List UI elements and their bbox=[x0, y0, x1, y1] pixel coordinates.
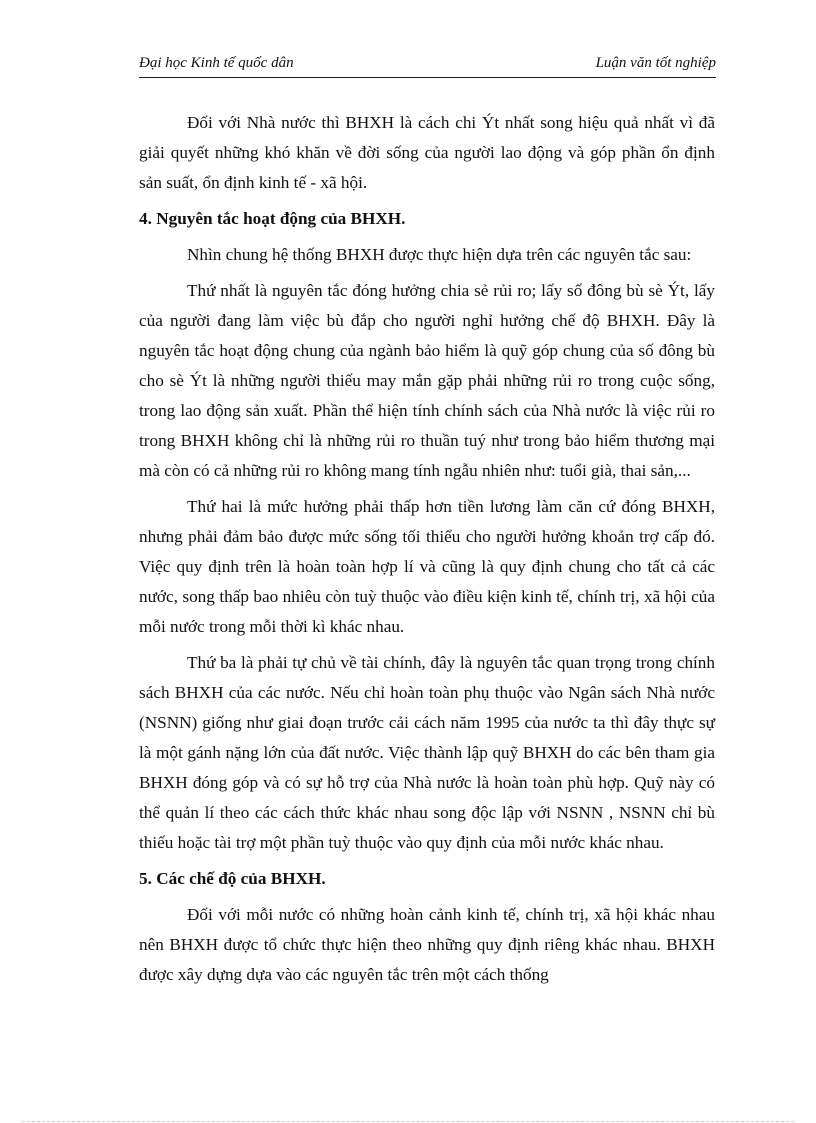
paragraph-principle-three: Thứ ba là phải tự chủ về tài chính, đây là nguyên tắc quan trọng trong chính sách BHXH của các nước. Nếu chỉ hoàn toàn phụ thuộc vào Ngân sách Nhà nước (NSNN) giống như giai đoạn trước cải cách năm 1995 của nước ta thì đây thực sự là một gánh nặng lớn của đất nước. Việc thành lập quỹ BHXH do các bên tham gia BHXH đóng góp và có sự hỗ trợ của Nhà nước là hoàn toàn phù hợp. Quỹ này có thể quản lí theo các cách thức khác nhau song độc lập với NSNN , NSNN chỉ bù thiếu hoặc tài trợ một phần tuỳ thuộc vào quy định của mỗi nước khác nhau. bbox=[139, 653, 715, 852]
page-header bbox=[139, 53, 716, 78]
document-body bbox=[139, 108, 715, 996]
paragraph-principle-one: Thứ nhất là nguyên tắc đóng hưởng chia sẻ rủi ro; lấy số đông bù sè Ýt, lấy của người đang làm việc bù đắp cho người nghỉ hưởng chế độ BHXH. Đây là nguyên tắc hoạt động chung của ngành bảo hiểm là quỹ góp chung của số đông bù cho sè Ýt là những người thiếu may mắn gặp phải những rủi ro trong cuộc sống, trong lao động sản xuất. Phần thể hiện tính chính sách của Nhà nước là việc rủi ro trong BHXH không chỉ là những rủi ro thuần tuý như trong bảo hiểm thương mại mà còn có cả những rủi ro không mang tính ngẫu nhiên như: tuổi già, thai sản,... bbox=[139, 281, 715, 480]
page-bottom-divider bbox=[22, 1121, 794, 1122]
section-heading-regimes: 5. Các chế độ của BHXH. bbox=[139, 869, 326, 888]
paragraph-principles-intro: Nhìn chung hệ thống BHXH được thực hiện dựa trên các nguyên tắc sau: bbox=[187, 245, 692, 264]
header-document-type: Luận văn tốt nghiệp bbox=[595, 55, 716, 71]
section-heading-principles: 4. Nguyên tắc hoạt động của BHXH. bbox=[139, 209, 406, 228]
paragraph-regimes-intro: Đối với mỗi nước có những hoàn cảnh kinh tế, chính trị, xã hội khác nhau nên BHXH được tổ chức thực hiện theo những quy định riêng khác nhau. BHXH được xây dựng dựa vào các nguyên tắc trên một cách thống bbox=[139, 905, 715, 984]
paragraph-state-benefit: Đối với Nhà nước thì BHXH là cách chi Ýt nhất song hiệu quả nhất vì đã giải quyết những khó khăn về đời sống của người lao động và góp phần ổn định sản suất, ổn định kinh tế - xã hội. bbox=[139, 113, 715, 192]
header-university: Đại học Kinh tế quốc dân bbox=[139, 55, 294, 71]
paragraph-principle-two: Thứ hai là mức hưởng phải thấp hơn tiền lương làm căn cứ đóng BHXH, nhưng phải đảm bảo được mức sống tối thiểu cho người hưởng khoản trợ cấp đó. Việc quy định trên là hoàn toàn hợp lí và cũng là quy định chung cho tất cả các nước, song thấp bao nhiêu còn tuỳ thuộc vào điều kiện kinh tế, chính trị, xã hội của mỗi nước trong mỗi thời kì khác nhau. bbox=[139, 497, 715, 636]
